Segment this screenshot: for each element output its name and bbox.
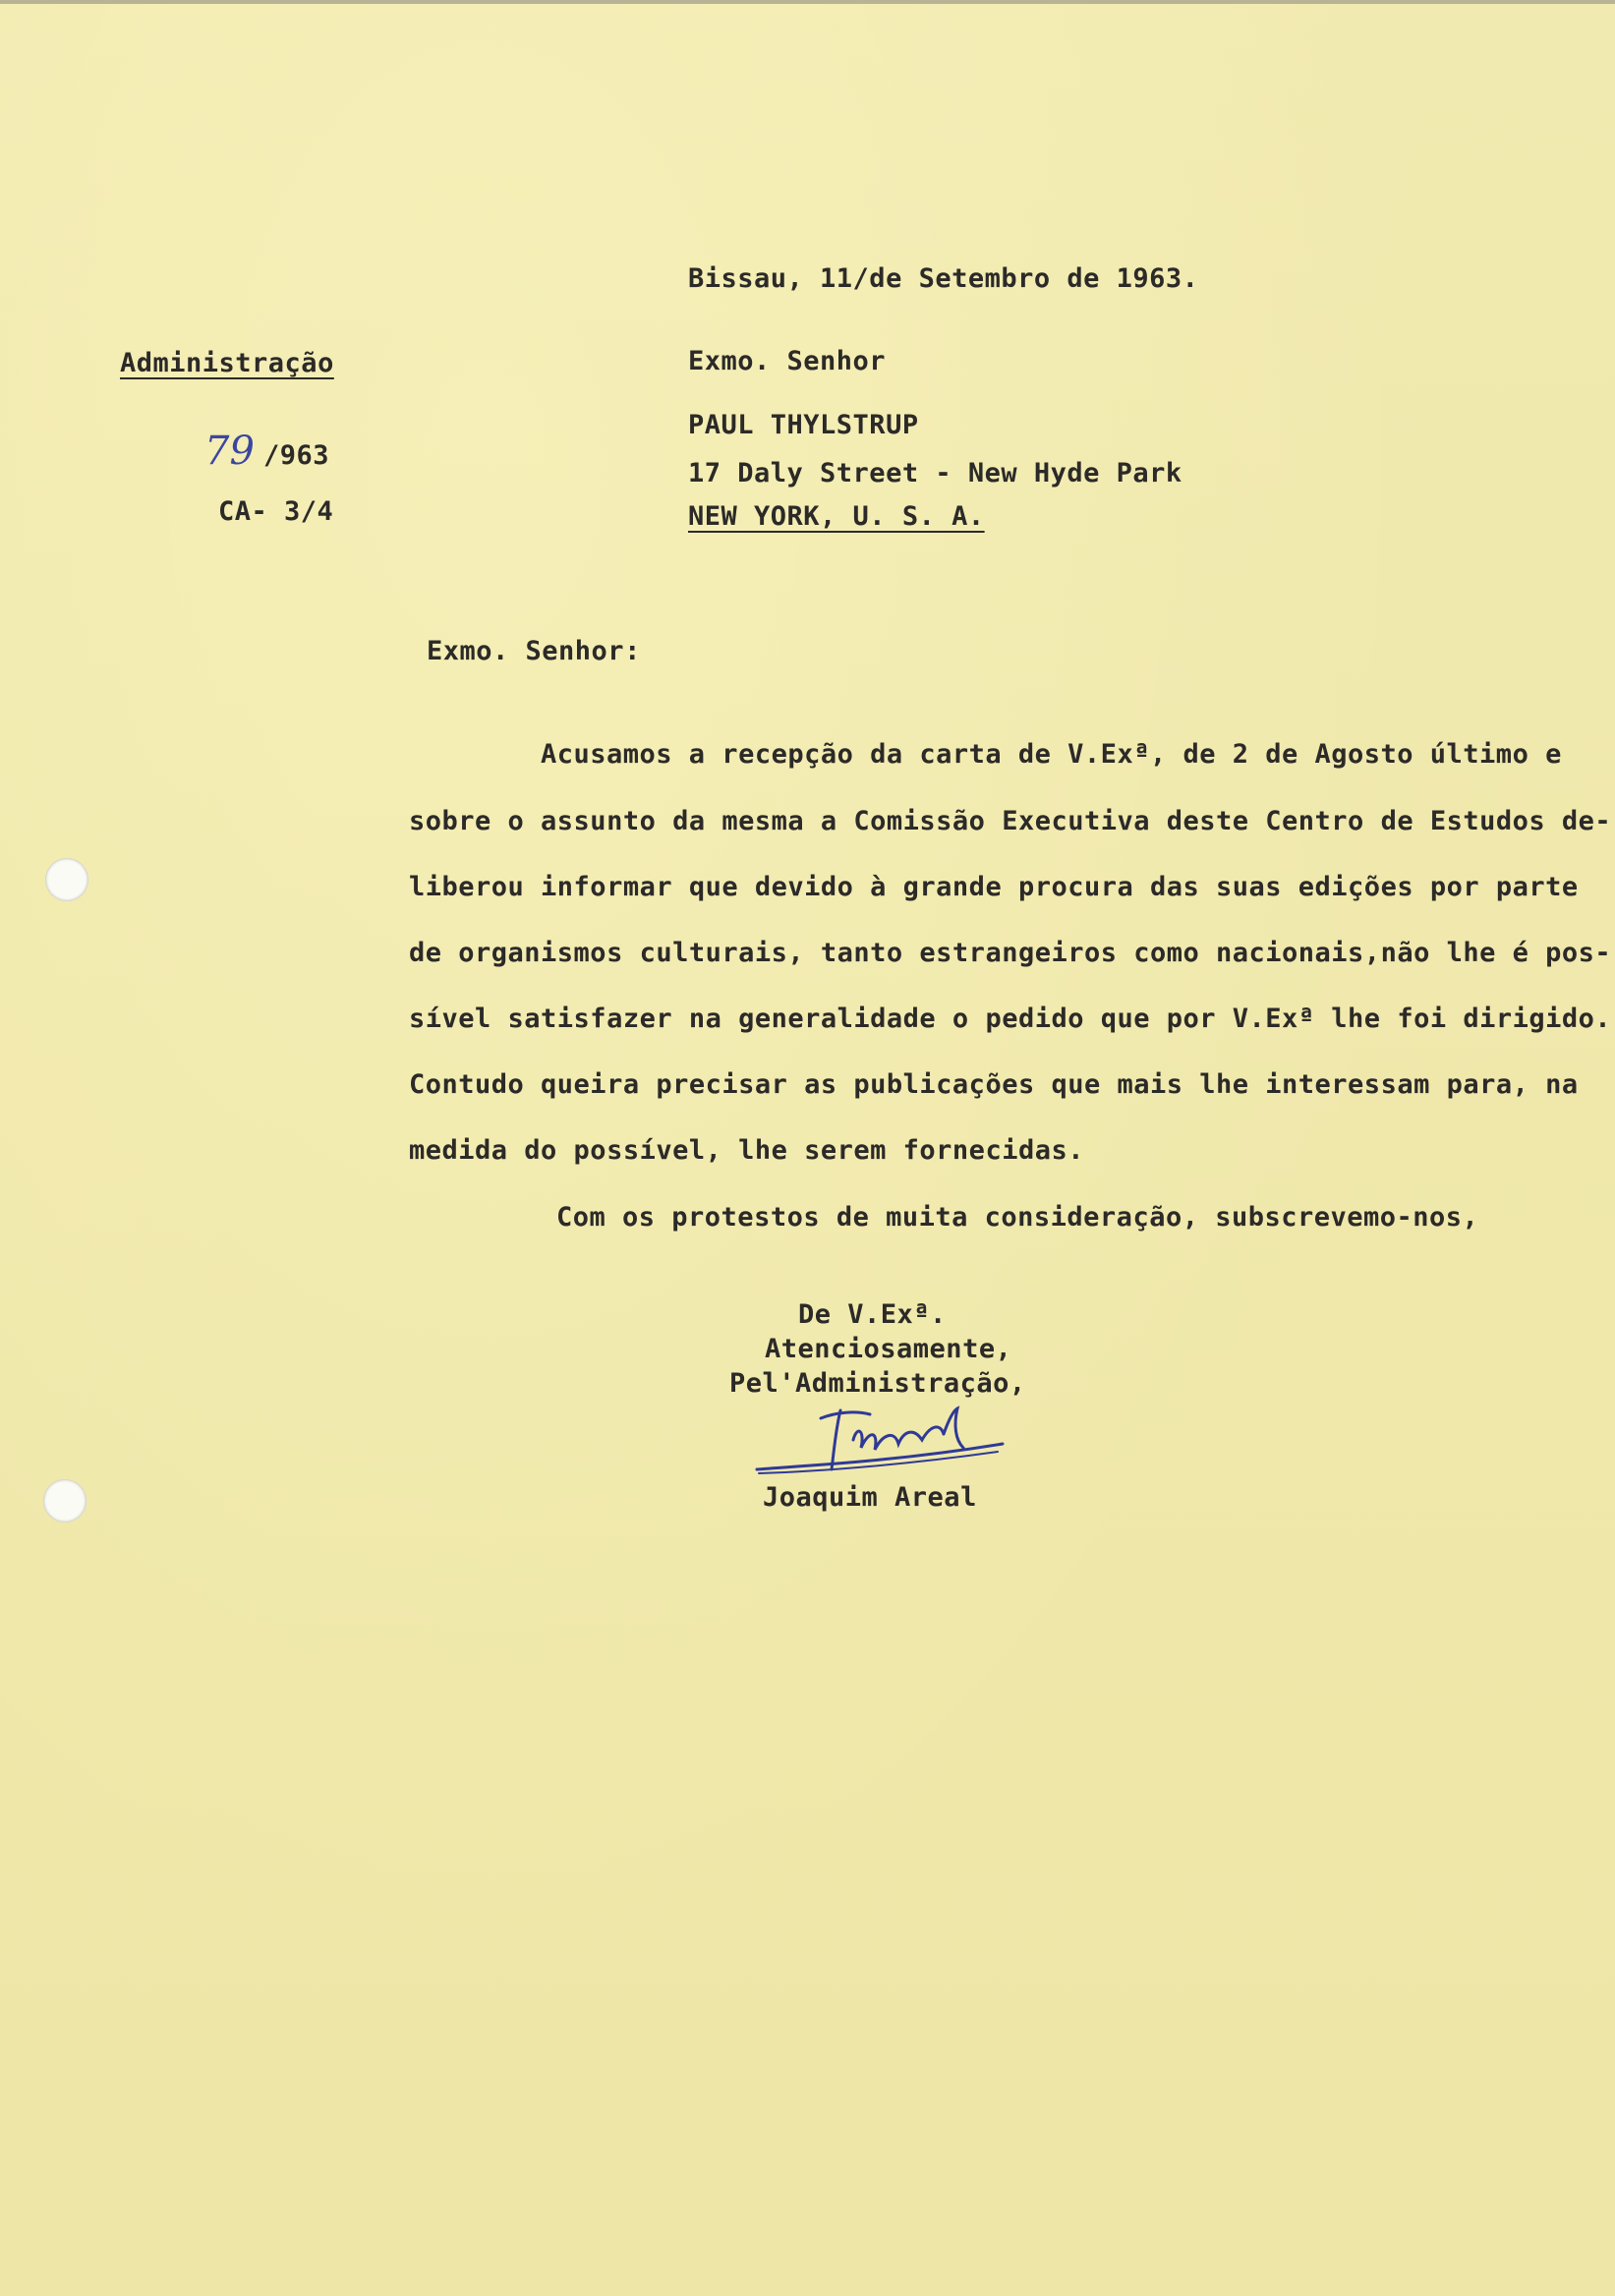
recipient-name: PAUL THYLSTRUP <box>688 410 919 440</box>
body-line-1: Acusamos a recepção da carta de V.Exª, de 2 de Agosto último e <box>541 739 1562 770</box>
department-label: Administração <box>120 348 334 378</box>
body-line-3: liberou informar que devido à grande procura das suas edições por parte <box>409 872 1579 902</box>
signoff-line-1: De V.Exª. <box>798 1299 947 1330</box>
punch-hole-bottom <box>43 1479 87 1522</box>
paper-top-edge <box>0 0 1615 4</box>
ref-code: CA- 3/4 <box>218 496 334 527</box>
body-line-4: de organismos culturais, tanto estrangeiros como nacionais,não lhe é pos- <box>409 938 1612 968</box>
body-line-5: sível satisfazer na generalidade o pedido que por V.Exª lhe foi dirigido. <box>409 1004 1612 1034</box>
body-line-6: Contudo queira precisar as publicações que mais lhe interessam para, na <box>409 1069 1579 1100</box>
address-salutation: Exmo. Senhor <box>688 346 887 376</box>
signer-name: Joaquim Areal <box>763 1482 977 1513</box>
recipient-city: NEW YORK, U. S. A. <box>688 501 985 532</box>
date-line: Bissau, 11/de Setembro de 1963. <box>688 263 1199 294</box>
ref-year: /963 <box>263 440 330 471</box>
handwritten-signature <box>747 1401 1022 1489</box>
signoff-line-2: Atenciosamente, <box>765 1334 1012 1364</box>
salutation: Exmo. Senhor: <box>427 636 641 666</box>
body-line-2: sobre o assunto da mesma a Comissão Executiva deste Centro de Estudos de- <box>409 806 1612 836</box>
recipient-street: 17 Daly Street - New Hyde Park <box>688 458 1182 488</box>
punch-hole-top <box>45 858 88 901</box>
body-line-7: medida do possível, lhe serem fornecidas. <box>409 1135 1084 1166</box>
signoff-line-3: Pel'Administração, <box>729 1368 1026 1399</box>
closing-line: Com os protestos de muita consideração, subscrevemo-nos, <box>556 1202 1479 1233</box>
handwritten-ref-number: 79 <box>204 429 255 474</box>
